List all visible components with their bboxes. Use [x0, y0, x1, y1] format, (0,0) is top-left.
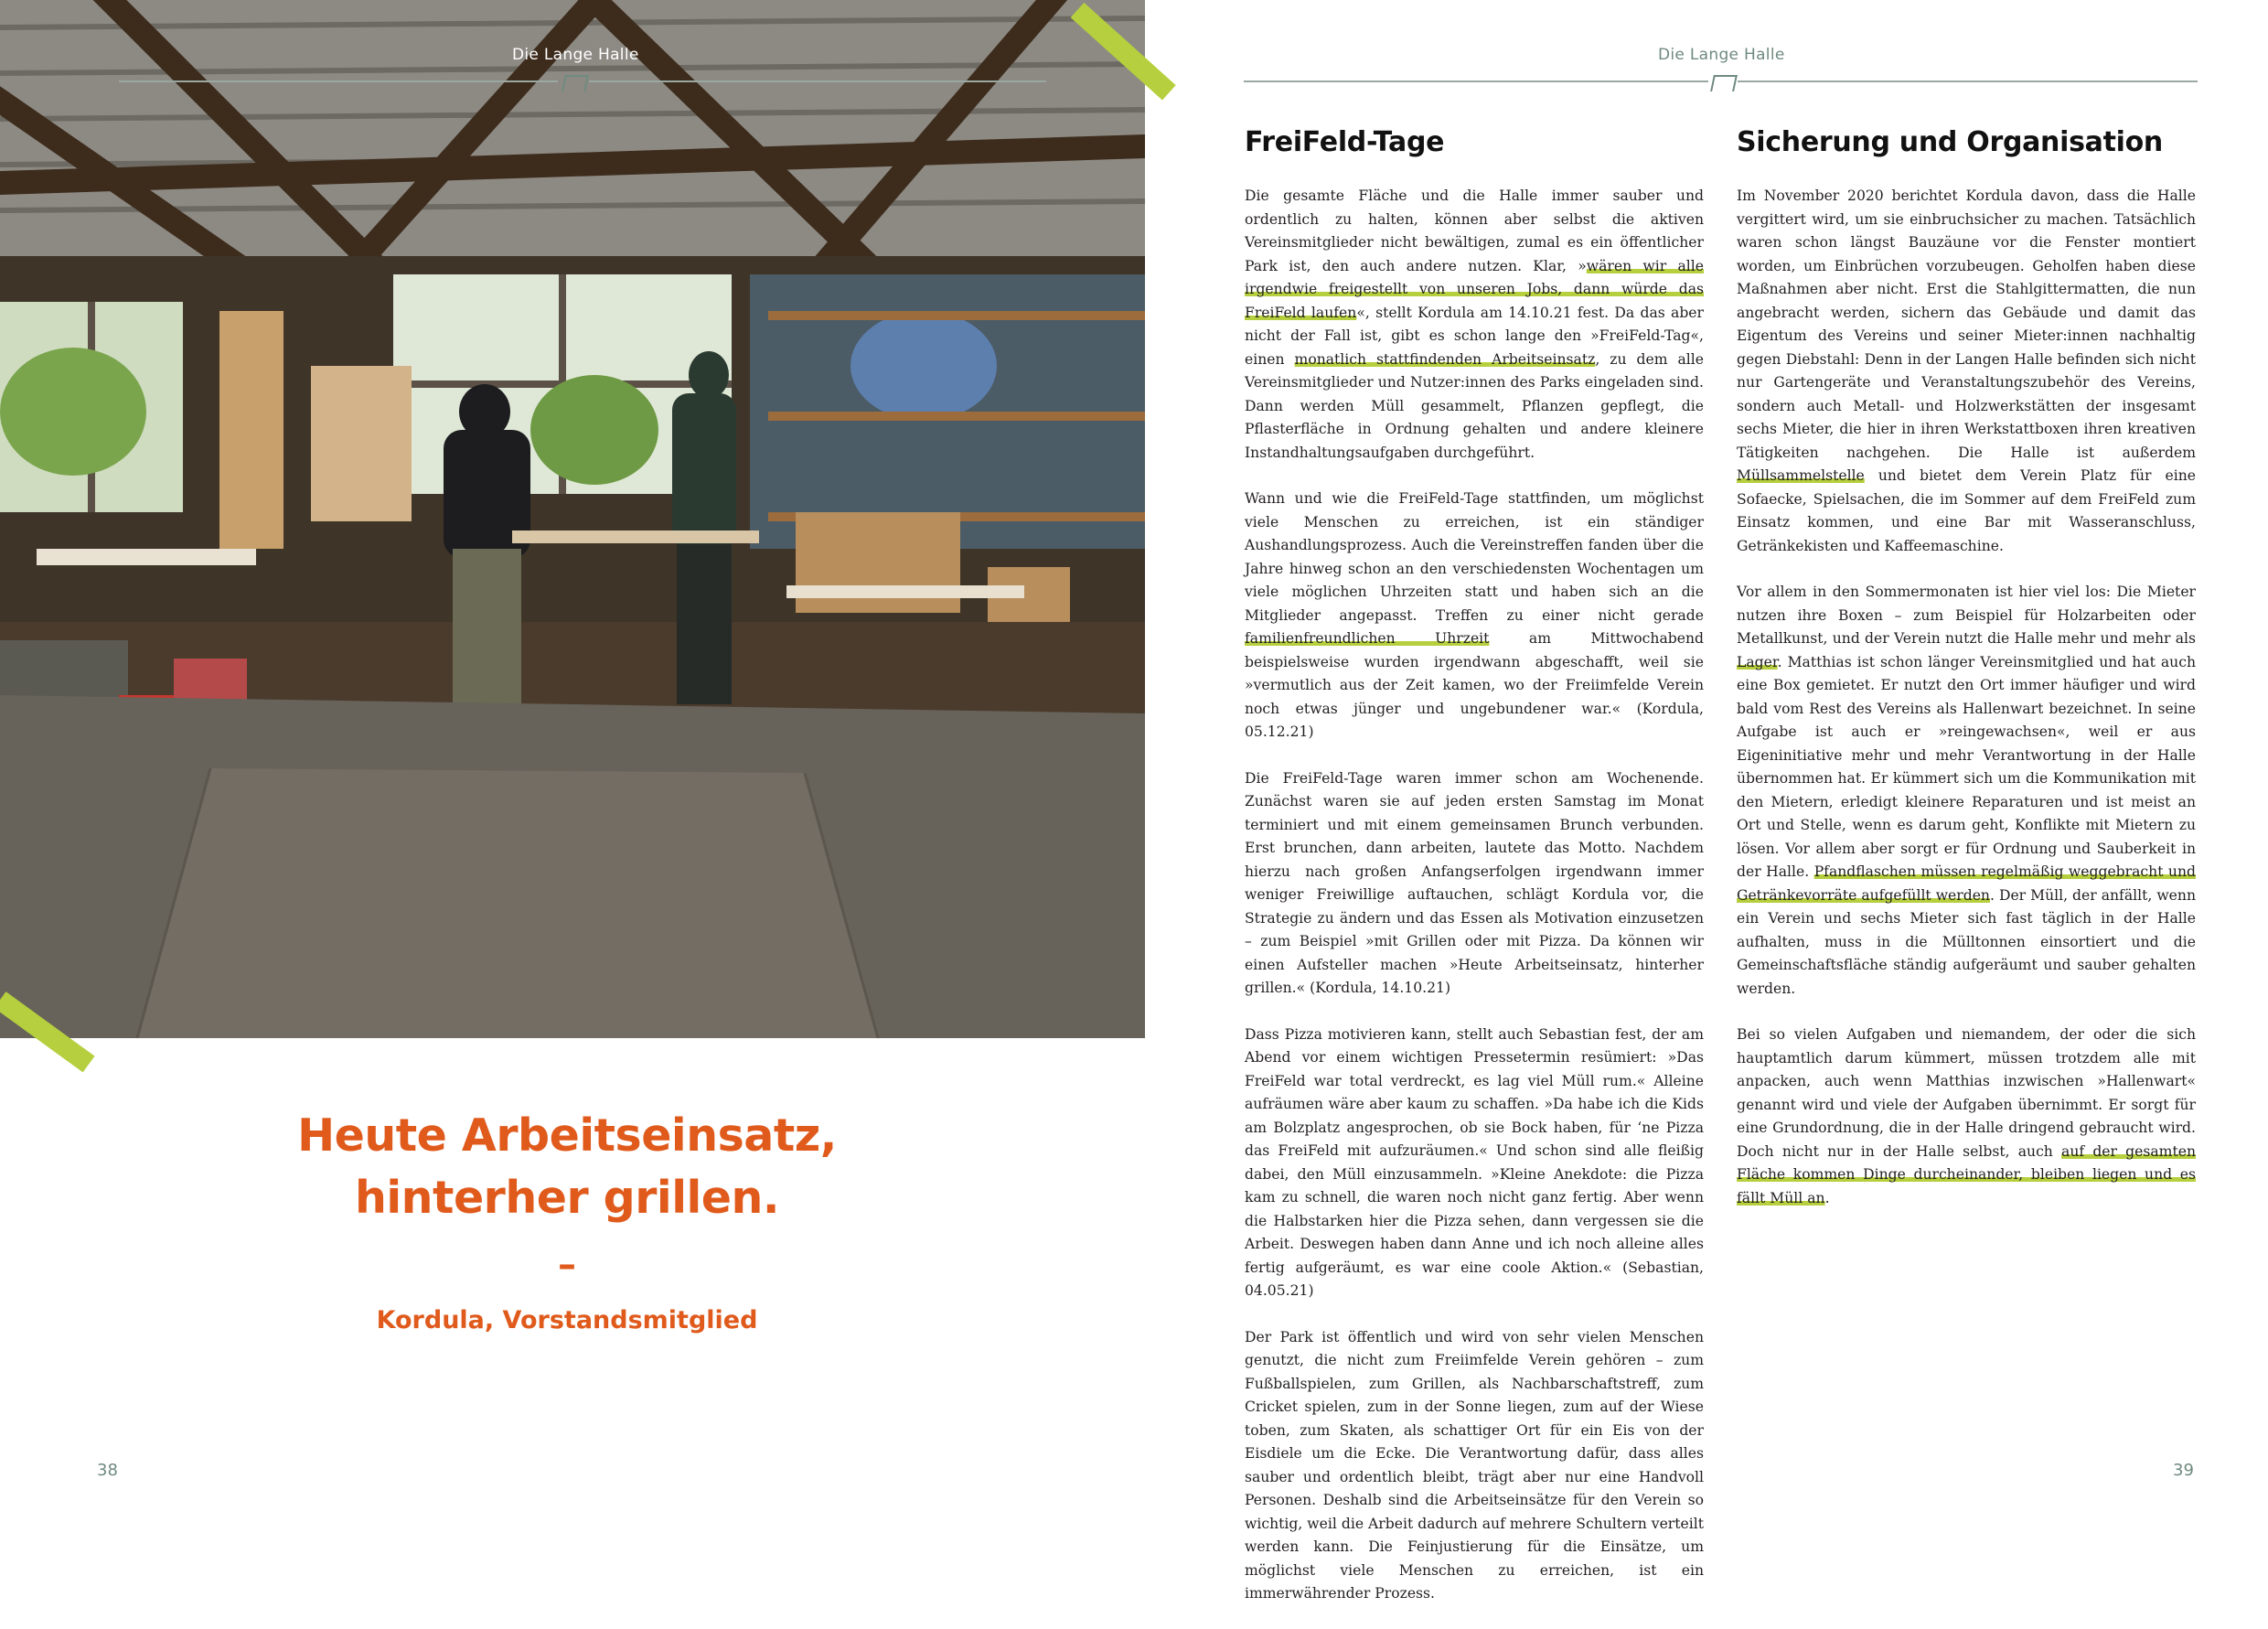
highlighted-text: monatlich stattfindenden Arbeitseinsatz [1294, 350, 1596, 368]
highlighted-text: Müllsammelstelle [1737, 467, 1865, 484]
column-sicherung-organisation [1737, 124, 2196, 1233]
header-rule-left-2 [589, 80, 1046, 82]
highlighted-text: familienfreundlichen Uhrzeit [1245, 630, 1490, 647]
paragraph: Dass Pizza motivieren kann, stellt auch Sebastian fest, der am Abend vor einem wichtigen Pressetermin resümiert: »Das FreiFeld war total verdreckt, es lag viel Müll rum.« Alleine aufräumen wäre aber kaum zu schaffen. »Da habe ich die Kids am Bolzplatz angesprochen, ob sie Bock haben, für ‘ne Pizza das FreiFeld mit aufzuräumen.« Und schon sind alle fleißig dabei, den Müll einzusammeln. »Kleine Anekdote: die Pizza kam zu schnell, die waren noch nicht ganz fertig. Aber wenn die Halbstarken hier die Pizza sehen, dann vergessen sie die Arbeit. Deswegen haben dann Anne und ich noch alleine alles fertig aufgeräumt, es war eine coole Aktion.« (Sebastian, 04.05.21) [1245, 1025, 1704, 1299]
paragraph: Bei so vielen Aufgaben und niemandem, der oder die sich hauptamtlich darum kümmert, müssen trotzdem alle mit anpacken, auch wenn Matthias inzwischen »Hallenwart« genannt wird und viele der Aufgaben übernimmt. Er sorgt für eine Grundordnung, die in der Halle dringend gebraucht wird. Doch nicht nur in der Halle selbst, auch auf der gesamten Fläche kommen Dinge durcheinander, bleiben liegen und es fällt Müll an. [1737, 1026, 2196, 1206]
highlighted-text: auf der gesamten Fläche kommen Dinge durcheinander, bleiben liegen und es fällt Müll an [1737, 1142, 2196, 1206]
pull-quote-line-2: hinterher grillen. [354, 1172, 780, 1224]
header-rule-right [1244, 80, 1708, 82]
workshop-hall-photo [0, 0, 1145, 1038]
header-tab-right [1710, 75, 1738, 91]
running-head-left: Die Lange Halle [512, 46, 639, 64]
paragraph: Der Park ist öffentlich und wird von sehr vielen Menschen genutzt, die nicht zum Freiimfelde Verein gehören – zum Fußballspielen, zum Grillen, als Nachbarschaftstreff, zum Cricket spielen, zum in der Sonne liegen, zum auf der Wiese toben, zum Skaten, als schattiger Ort für ein Eis von der Eisdiele um die Ecke. Die Verantwortung dafür, dass alles sauber und ordentlich bleibt, trägt aber nur eine Handvoll Personen. Deshalb sind die Arbeitseinsätze für den Verein so wichtig, weil die Arbeit dadurch auf mehrere Schultern verteilt werden kann. Die Feinjustierung für die Einsätze, um möglichst viele Menschen zu erreichen, ist ein immerwährender Prozess. [1245, 1328, 1704, 1602]
running-head-right: Die Lange Halle [1658, 46, 1785, 64]
page-number-right: 39 [2173, 1461, 2194, 1480]
paragraph: Im November 2020 berichtet Kordula davon, dass die Halle vergittert wird, um sie einbruchsicher zu machen. Tatsächlich waren schon längst Bauzäune vor die Fenster montiert worden, um Einbrüchen vorzubeugen. Geholfen haben diese Maßnahmen aber nicht. Erst die Stahlgittermatten, die nun angebracht werden, sichern das Gebäude und damit das Eigentum des Vereins und seiner Mieter:innen nachhaltig gegen Diebstahl: Denn in der Langen Halle befinden sich nicht nur Gartengeräte und Veranstaltungszubehör des Vereins, sondern auch Metall- und Holzwerkstätten der insgesamt sechs Mieter, die hier in ihren Werkstattboxen ihren kreativen Tätigkeiten nachgehen. Die Halle ist außerdem Müllsammelstelle und bietet dem Verein Platz für eine Sofaecke, Spielsachen, die im Sommer auf dem FreiFeld zum Einsatz kommen, und eine Bar mit Wasseranschluss, Getränkekisten und Kaffeemaschine. [1737, 188, 2196, 554]
section-title-freifeld-tage: FreiFeld-Tage [1245, 126, 1445, 158]
pull-quote-author: Kordula, Vorstandsmitglied [376, 1306, 758, 1334]
pull-quote-line-1: Heute Arbeitseinsatz, [297, 1109, 837, 1162]
paragraph: Die FreiFeld-Tage waren immer schon am Wochenende. Zunächst waren sie auf jeden ersten Samstag im Monat terminiert und mit einem gemeinsamen Brunch verbunden. Erst brunchen, dann arbeiten, lautete das Motto. Nachdem hierzu nach großen Anfangserfolgen irgendwann immer weniger Freiwillige auftauchen, schlägt Kordula vor, die Strategie zu ändern und das Essen als Motivation einzusetzen – zum Beispiel »mit Grillen oder mit Pizza. Da können wir einen Aufsteller machen »Heute Arbeitseinsatz, hinterher grillen.« (Kordula, 14.10.21) [1245, 769, 1704, 996]
page-number-left: 38 [97, 1461, 118, 1480]
highlighted-text: Pfandflaschen müssen regelmäßig weggebracht und Getränkevorräte aufgefüllt werden [1737, 863, 2197, 904]
highlighted-text: wären wir alle irgendwie freigestellt von unseren Jobs, dann würde das FreiFeld laufen [1245, 257, 1704, 321]
column-freifeld-tage [1245, 124, 1704, 1629]
header-rule-left [119, 80, 558, 82]
highlighted-text: Lager [1737, 653, 1778, 670]
paragraph: Die gesamte Fläche und die Halle immer sauber und ordentlich zu halten, können aber selbst die aktiven Vereinsmitglieder nicht bewältigen, zumal es ein öffentlicher Park ist, den auch andere nutzen. Klar, »wären wir alle irgendwie freigestellt von unseren Jobs, dann würde das FreiFeld laufen«, stellt Kordula am 14.10.21 fest. Da das aber nicht der Fall ist, gibt es schon lange den »FreiFeld-Tag«, einen monatlich stattfindenden Arbeitseinsatz, zu dem alle Vereinsmitglieder und Nutzer:innen des Parks eingeladen sind. Dann werden Müll gesammelt, Pflanzen gepflegt, die Pflasterfläche in Ordnung gehalten und andere kleinere Instandhaltungsaufgaben durchgeführt. [1245, 188, 1704, 461]
left-page [0, 0, 1145, 1513]
header-rule-right-2 [1738, 80, 2198, 82]
section-title-sicherung: Sicherung und Organisation [1737, 126, 2163, 158]
paragraph: Wann und wie die FreiFeld-Tage stattfinden, um möglichst viele Menschen zu erreichen, ist ein ständiger Aushandlungsprozess. Auch die Vereinstreffen fanden über die Jahre hinweg schon an den verschiedensten Wochentagen um viele möglichen Uhrzeiten statt und haben sich an die Mitglieder angepasst. Treffen zu einer nicht gerade familienfreundlichen Uhrzeit am Mittwochabend beispielsweise wurden irgendwann abgeschafft, weil sie »vermutlich aus der Zeit kamen, wo der Freiimfelde Verein noch etwas jünger und ungebundener war.« (Kordula, 05.12.21) [1245, 490, 1704, 740]
paragraph: Vor allem in den Sommermonaten ist hier viel los: Die Mieter nutzen ihre Boxen – zum Beispiel für Holzarbeiten oder Metallkunst, und der Verein nutzt die Halle mehr und mehr als Lager. Matthias ist schon länger Vereinsmitglied und hat auch eine Box gemietet. Er nutzt den Ort immer häufiger und wird bald vom Rest des Vereins als Hallenwart bezeichnet. In seine Aufgabe ist auch er »reingewachsen«, weil er aus Eigeninitiative mehr und mehr Verantwortung in der Halle übernommen hat. Er kümmert sich um die Kommunikation mit den Mietern, erledigt kleinere Reparaturen und ist meist an Ort und Stelle, wenn es darum geht, Konflikte mit Mietern zu lösen. Vor allem aber sorgt er für Ordnung und Sauberkeit in der Halle. Pfandflaschen müssen regelmäßig weggebracht und Getränkevorräte aufgefüllt werden. Der Müll, der anfällt, wenn ein Verein und sechs Mieter sich fast täglich in der Halle aufhalten, muss in die Mülltonnen einsortiert und die Gemeinschaftsfläche ständig aufgeräumt und sauber gehalten werden. [1737, 584, 2197, 997]
header-tab-left [562, 75, 589, 91]
pull-quote-dash: – [558, 1244, 576, 1286]
pull-quote [238, 1105, 896, 1334]
